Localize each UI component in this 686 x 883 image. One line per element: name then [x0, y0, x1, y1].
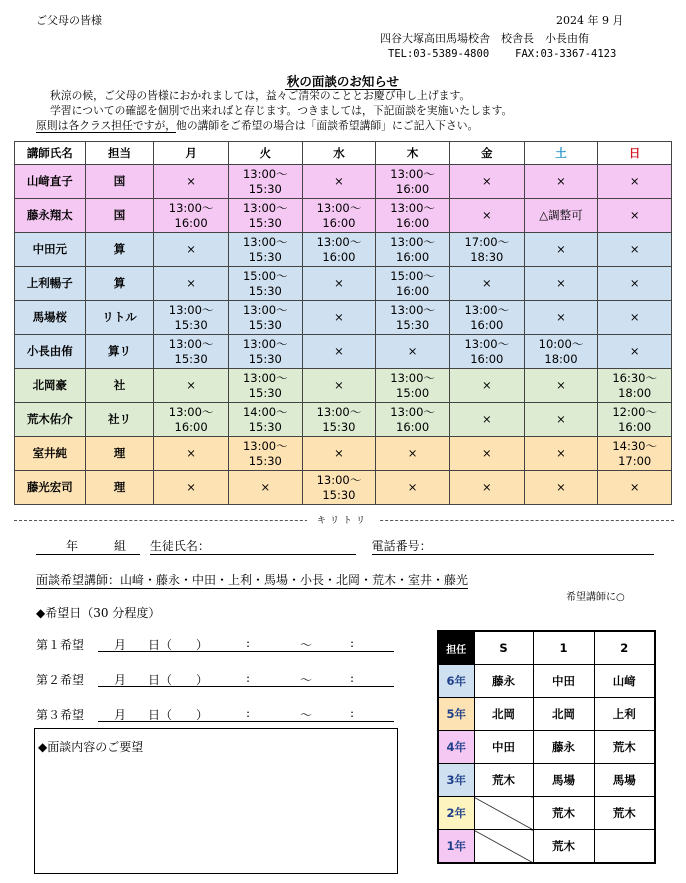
slot-line: 18:30: [470, 249, 504, 264]
homeroom-row: [438, 830, 655, 864]
slot-tue: [228, 471, 302, 505]
preferred-teachers[interactable]: 面談希望講師：山﨑・藤永・中田・上利・馬場・小長・北岡・荒木・室井・藤光: [36, 573, 469, 587]
slot-sat: [524, 199, 598, 233]
teacher-name: 馬場桜: [15, 301, 86, 335]
schedule-header-4: 水: [302, 142, 376, 165]
slot-thu: [376, 267, 450, 301]
slot-line: ×: [260, 480, 271, 494]
schedule-row: [15, 335, 672, 369]
empty-cell: [594, 830, 655, 864]
slot-line: 13:00～: [168, 200, 214, 215]
teacher-name: 小長由侑: [15, 335, 86, 369]
slot-wed: [302, 165, 376, 199]
slot-line: ×: [629, 242, 640, 256]
teacher-name: 室井純: [15, 437, 86, 471]
homeroom-teacher: 荒木: [594, 797, 655, 830]
slot-sun: [598, 335, 672, 369]
homeroom-header-3: 2: [594, 631, 655, 665]
schedule-row: [15, 267, 672, 301]
intro-line-1: 秋涼の候，ご父母の皆様におかれましては，益々ご清栄のこととお慶び申し上げます。: [50, 89, 471, 102]
slot-sat: [524, 369, 598, 403]
schedule-row: [15, 165, 672, 199]
schedule-header-1: 担当: [85, 142, 154, 165]
slot-line: 13:00～: [390, 234, 435, 249]
grade-label: 2年: [438, 797, 474, 830]
slot-line: 17:00: [618, 453, 652, 468]
slot-thu: [376, 403, 450, 437]
intro-text: [36, 88, 512, 133]
slot-line: 15:30: [248, 453, 282, 468]
slot-line: 16:00: [396, 283, 430, 298]
schedule-header-3: 火: [228, 142, 302, 165]
teacher-name: 荒木佑介: [15, 403, 86, 437]
circle-note: 希望講師に○: [566, 592, 625, 603]
slot-wed: [302, 471, 376, 505]
slot-line: ×: [556, 412, 566, 426]
hope-underline: [98, 651, 394, 652]
hope-colon2: :: [350, 671, 355, 685]
slot-line: 17:00～: [464, 234, 510, 249]
slot-line: 13:00～: [242, 166, 288, 181]
schedule-row: [15, 437, 672, 471]
slot-line: ×: [629, 480, 640, 494]
slot-line: ×: [556, 310, 566, 324]
slot-mon: [154, 267, 229, 301]
hope-day: 日（: [148, 673, 173, 687]
schedule-row: [15, 471, 672, 505]
slot-fri: [449, 301, 524, 335]
slot-line: ×: [481, 208, 492, 222]
slot-line: ×: [186, 174, 196, 188]
slot-line: 13:00～: [242, 200, 288, 215]
slot-tue: [228, 267, 302, 301]
slot-line: ×: [481, 480, 492, 494]
slot-line: 18:00: [618, 385, 652, 400]
slot-line: ×: [186, 378, 196, 392]
slot-fri: [449, 335, 524, 369]
slot-line: 16:00: [322, 249, 356, 264]
teacher-subject: 理: [85, 471, 154, 505]
hope-date-heading: ◆希望日（30 分程度）: [36, 606, 161, 620]
hope-month: 月: [114, 638, 127, 652]
school-name: 四谷大塚高田馬場校舎 校舎長 小長由侑: [380, 32, 589, 45]
slot-line: 15:30: [322, 487, 356, 502]
grade-class-field[interactable]: 年 組: [36, 537, 140, 555]
slot-line: 15:30: [248, 351, 282, 366]
slot-line: 16:00: [322, 215, 356, 230]
slot-sat: [524, 471, 598, 505]
grade-label: 4年: [438, 731, 474, 764]
slot-sun: [598, 437, 672, 471]
slot-line: 13:00～: [168, 336, 214, 351]
slot-line: △調整可: [539, 208, 583, 222]
slot-wed: [302, 403, 376, 437]
hope-tilde: ～: [300, 708, 313, 722]
homeroom-teacher: 山﨑: [594, 665, 655, 698]
slot-mon: [154, 369, 229, 403]
hope-close: ）: [196, 638, 209, 652]
schedule-row: [15, 403, 672, 437]
slot-line: 15:30: [396, 317, 430, 332]
slot-line: 13:00～: [242, 234, 288, 249]
slot-line: 13:00～: [390, 370, 435, 385]
slot-thu: [376, 437, 450, 471]
slot-line: 13:00～: [242, 370, 288, 385]
slot-line: 16:00: [174, 215, 208, 230]
teacher-subject: 国: [85, 165, 154, 199]
hope-underline: [98, 721, 394, 722]
slot-line: ×: [334, 310, 344, 324]
slot-wed: [302, 199, 376, 233]
teacher-name: 北岡豪: [15, 369, 86, 403]
slot-thu: [376, 369, 450, 403]
slot-line: 16:00: [618, 419, 652, 434]
slot-line: 14:30～: [612, 438, 657, 453]
slot-sat: [524, 267, 598, 301]
slot-line: 13:00～: [168, 404, 214, 419]
slot-sun: [598, 301, 672, 335]
teacher-name: 中田元: [15, 233, 86, 267]
cut-label: キリトリ: [0, 513, 686, 526]
homeroom-teacher: 荒木: [533, 797, 594, 830]
slot-fri: [449, 165, 524, 199]
slot-sat: [524, 233, 598, 267]
slot-line: 16:00: [396, 249, 430, 264]
homeroom-row: [438, 731, 655, 764]
hope-close: ）: [196, 708, 209, 722]
slot-fri: [449, 199, 524, 233]
slot-line: 13:00～: [242, 336, 288, 351]
schedule-header-2: 月: [154, 142, 229, 165]
slot-line: 15:30: [248, 181, 282, 196]
slot-line: 13:00～: [464, 336, 510, 351]
slot-line: ×: [481, 174, 492, 188]
slot-line: ×: [629, 174, 640, 188]
slot-line: 13:00～: [390, 166, 435, 181]
teacher-subject: 算: [85, 267, 154, 301]
slot-line: 14:00～: [242, 404, 288, 419]
slot-line: 15:30: [174, 351, 208, 366]
homeroom-teacher: 藤永: [474, 665, 533, 698]
hope-label: 第３希望: [36, 708, 85, 722]
page-title: 秋の面談のお知らせ: [286, 74, 400, 89]
teacher-name: 藤光宏司: [15, 471, 86, 505]
slot-sun: [598, 199, 672, 233]
hope-month: 月: [114, 673, 127, 687]
schedule-table: [14, 141, 672, 505]
schedule-header-8: 日: [598, 142, 672, 165]
slot-tue: [228, 233, 302, 267]
schedule-header-7: 土: [524, 142, 598, 165]
addressee: ご父母の皆様: [36, 14, 102, 27]
slot-fri: [449, 471, 524, 505]
slot-line: ×: [334, 276, 344, 290]
slot-wed: [302, 369, 376, 403]
slash-cell: [474, 797, 533, 830]
slot-line: 16:00: [396, 419, 430, 434]
slot-mon: [154, 335, 229, 369]
intro-line-2: 学習についての確認を個別で出来ればと存じます。つきましては，下記面談を実施いたします。: [50, 104, 513, 117]
slash-cell: [474, 830, 533, 864]
slot-tue: [228, 403, 302, 437]
schedule-header-row: [15, 142, 672, 165]
slot-line: ×: [334, 446, 344, 460]
slot-line: ×: [407, 344, 418, 358]
slot-sun: [598, 403, 672, 437]
homeroom-teacher: 馬場: [594, 764, 655, 797]
hope-label: 第１希望: [36, 638, 85, 652]
hope-underline: [98, 686, 394, 687]
hope-colon1: :: [246, 636, 251, 650]
slot-line: ×: [629, 276, 640, 290]
homeroom-teacher: 上利: [594, 698, 655, 731]
hope-day: 日（: [148, 638, 173, 652]
slot-line: 13:00～: [168, 302, 214, 317]
slot-line: ×: [556, 446, 566, 460]
homeroom-row: [438, 698, 655, 731]
slot-line: ×: [481, 276, 492, 290]
teacher-subject: 理: [85, 437, 154, 471]
slot-line: 15:00～: [242, 268, 288, 283]
slot-line: ×: [556, 174, 566, 188]
slot-fri: [449, 369, 524, 403]
slot-line: ×: [629, 344, 640, 358]
hope-colon1: :: [246, 671, 251, 685]
slot-tue: [228, 165, 302, 199]
hope-colon2: :: [350, 636, 355, 650]
slot-sun: [598, 471, 672, 505]
slot-mon: [154, 437, 229, 471]
slot-line: ×: [186, 446, 196, 460]
hope-colon1: :: [246, 706, 251, 720]
slot-line: ×: [629, 310, 640, 324]
slot-sat: [524, 403, 598, 437]
schedule-header-0: 講師氏名: [15, 142, 86, 165]
slot-line: 15:30: [248, 249, 282, 264]
slot-tue: [228, 301, 302, 335]
slot-line: 13:00～: [316, 472, 362, 487]
homeroom-header-2: 1: [533, 631, 594, 665]
slot-mon: [154, 471, 229, 505]
slot-line: 10:00～: [538, 336, 584, 351]
hope-month: 月: [114, 708, 127, 722]
slot-line: 16:00: [396, 181, 430, 196]
teacher-name: 上利暢子: [15, 267, 86, 301]
slot-line: 15:30: [174, 317, 208, 332]
slot-line: 13:00～: [316, 404, 362, 419]
hope-tilde: ～: [300, 673, 313, 687]
request-label: ◆面談内容のご要望: [38, 740, 144, 754]
slot-line: ×: [481, 378, 492, 392]
homeroom-table: [437, 630, 656, 864]
slot-line: 13:00～: [316, 234, 362, 249]
homeroom-header-0: 担任: [438, 631, 474, 665]
slot-line: 18:00: [544, 351, 578, 366]
slot-thu: [376, 199, 450, 233]
slot-line: 15:30: [248, 419, 282, 434]
intro-line-3: 原則は各クラス担任ですが，他の講師をご希望の場合は「面談希望講師」にご記入下さい。: [36, 119, 479, 132]
slot-line: 15:30: [248, 215, 282, 230]
slot-mon: [154, 165, 229, 199]
slot-line: ×: [407, 480, 418, 494]
slot-line: 13:00～: [464, 302, 510, 317]
homeroom-teacher: 藤永: [533, 731, 594, 764]
slot-line: ×: [629, 208, 640, 222]
slot-wed: [302, 335, 376, 369]
homeroom-header-1: S: [474, 631, 533, 665]
slot-line: ×: [334, 344, 344, 358]
contact-info: [388, 48, 616, 60]
schedule-row: [15, 369, 672, 403]
slot-mon: [154, 199, 229, 233]
slot-tue: [228, 199, 302, 233]
homeroom-teacher: 北岡: [474, 698, 533, 731]
slot-line: 15:30: [248, 385, 282, 400]
slot-wed: [302, 233, 376, 267]
teacher-subject: リトル: [85, 301, 154, 335]
homeroom-teacher: 中田: [474, 731, 533, 764]
homeroom-row: [438, 764, 655, 797]
slot-line: 15:30: [322, 419, 356, 434]
grade-label: 6年: [438, 665, 474, 698]
slot-line: ×: [556, 276, 566, 290]
slot-line: ×: [334, 174, 344, 188]
slot-sat: [524, 165, 598, 199]
slot-line: ×: [334, 378, 344, 392]
teacher-subject: 社リ: [85, 403, 154, 437]
homeroom-row: [438, 797, 655, 830]
teacher-subject: 社: [85, 369, 154, 403]
slot-thu: [376, 301, 450, 335]
slot-line: 13:00～: [390, 302, 435, 317]
homeroom-teacher: 中田: [533, 665, 594, 698]
schedule-header-5: 木: [376, 142, 450, 165]
slot-line: 16:00: [174, 419, 208, 434]
slot-line: 16:00: [470, 351, 504, 366]
slot-line: ×: [407, 446, 418, 460]
teacher-name: 藤永翔太: [15, 199, 86, 233]
slot-line: ×: [556, 480, 566, 494]
grade-label: 3年: [438, 764, 474, 797]
teacher-name: 山﨑直子: [15, 165, 86, 199]
slot-mon: [154, 233, 229, 267]
hope-day: 日（: [148, 708, 173, 722]
slot-wed: [302, 267, 376, 301]
slot-fri: [449, 233, 524, 267]
slot-tue: [228, 369, 302, 403]
homeroom-teacher: 荒木: [594, 731, 655, 764]
hope-close: ）: [196, 673, 209, 687]
slot-line: 16:30～: [612, 370, 657, 385]
slot-fri: [449, 403, 524, 437]
hope-tilde: ～: [300, 638, 313, 652]
phone-field[interactable]: 電話番号：: [372, 537, 654, 555]
schedule-row: [15, 199, 672, 233]
grade-label: 1年: [438, 830, 474, 864]
homeroom-row: [438, 665, 655, 698]
slot-tue: [228, 335, 302, 369]
slot-line: ×: [556, 242, 566, 256]
slot-sat: [524, 335, 598, 369]
teacher-subject: 算リ: [85, 335, 154, 369]
slot-line: ×: [481, 412, 492, 426]
teacher-subject: 国: [85, 199, 154, 233]
slot-sun: [598, 233, 672, 267]
hope-label: 第２希望: [36, 673, 85, 687]
homeroom-teacher: 北岡: [533, 698, 594, 731]
slot-line: 13:00～: [242, 438, 288, 453]
slot-line: ×: [186, 242, 196, 256]
slot-line: ×: [556, 378, 566, 392]
fax-number: FAX:03-3367-4123: [515, 48, 617, 60]
slot-line: 15:30: [248, 317, 282, 332]
slot-line: 13:00～: [316, 200, 362, 215]
slot-line: 15:30: [248, 283, 282, 298]
slot-line: 13:00～: [242, 302, 288, 317]
student-name-field[interactable]: 生徒氏名：: [150, 537, 356, 555]
slot-fri: [449, 267, 524, 301]
homeroom-teacher: 荒木: [474, 764, 533, 797]
slot-sat: [524, 437, 598, 471]
tel-number: TEL:03-5389-4800: [388, 48, 490, 60]
slot-thu: [376, 471, 450, 505]
slot-wed: [302, 301, 376, 335]
slot-sat: [524, 301, 598, 335]
teacher-subject: 算: [85, 233, 154, 267]
slot-mon: [154, 403, 229, 437]
schedule-header-6: 金: [449, 142, 524, 165]
slot-thu: [376, 165, 450, 199]
homeroom-header-row: [438, 631, 655, 665]
slot-sun: [598, 267, 672, 301]
slot-mon: [154, 301, 229, 335]
schedule-row: [15, 301, 672, 335]
slot-line: ×: [481, 446, 492, 460]
slot-line: 16:00: [470, 317, 504, 332]
slot-sun: [598, 165, 672, 199]
hope-colon2: :: [350, 706, 355, 720]
student-info-row: [36, 537, 654, 555]
grade-label: 5年: [438, 698, 474, 731]
slot-line: 16:00: [396, 215, 430, 230]
slot-thu: [376, 335, 450, 369]
slot-line: 13:00～: [390, 404, 435, 419]
slot-line: 13:00～: [390, 200, 435, 215]
homeroom-teacher: 馬場: [533, 764, 594, 797]
slot-line: ×: [186, 276, 196, 290]
slot-line: 12:00～: [612, 404, 657, 419]
slot-thu: [376, 233, 450, 267]
slot-fri: [449, 437, 524, 471]
homeroom-teacher: 荒木: [533, 830, 594, 864]
slot-line: 15:00: [396, 385, 430, 400]
slot-line: 15:00～: [390, 268, 435, 283]
slot-tue: [228, 437, 302, 471]
schedule-row: [15, 233, 672, 267]
slot-sun: [598, 369, 672, 403]
slot-wed: [302, 437, 376, 471]
date: 2024 年 9 月: [556, 14, 624, 27]
slot-line: ×: [186, 480, 196, 494]
